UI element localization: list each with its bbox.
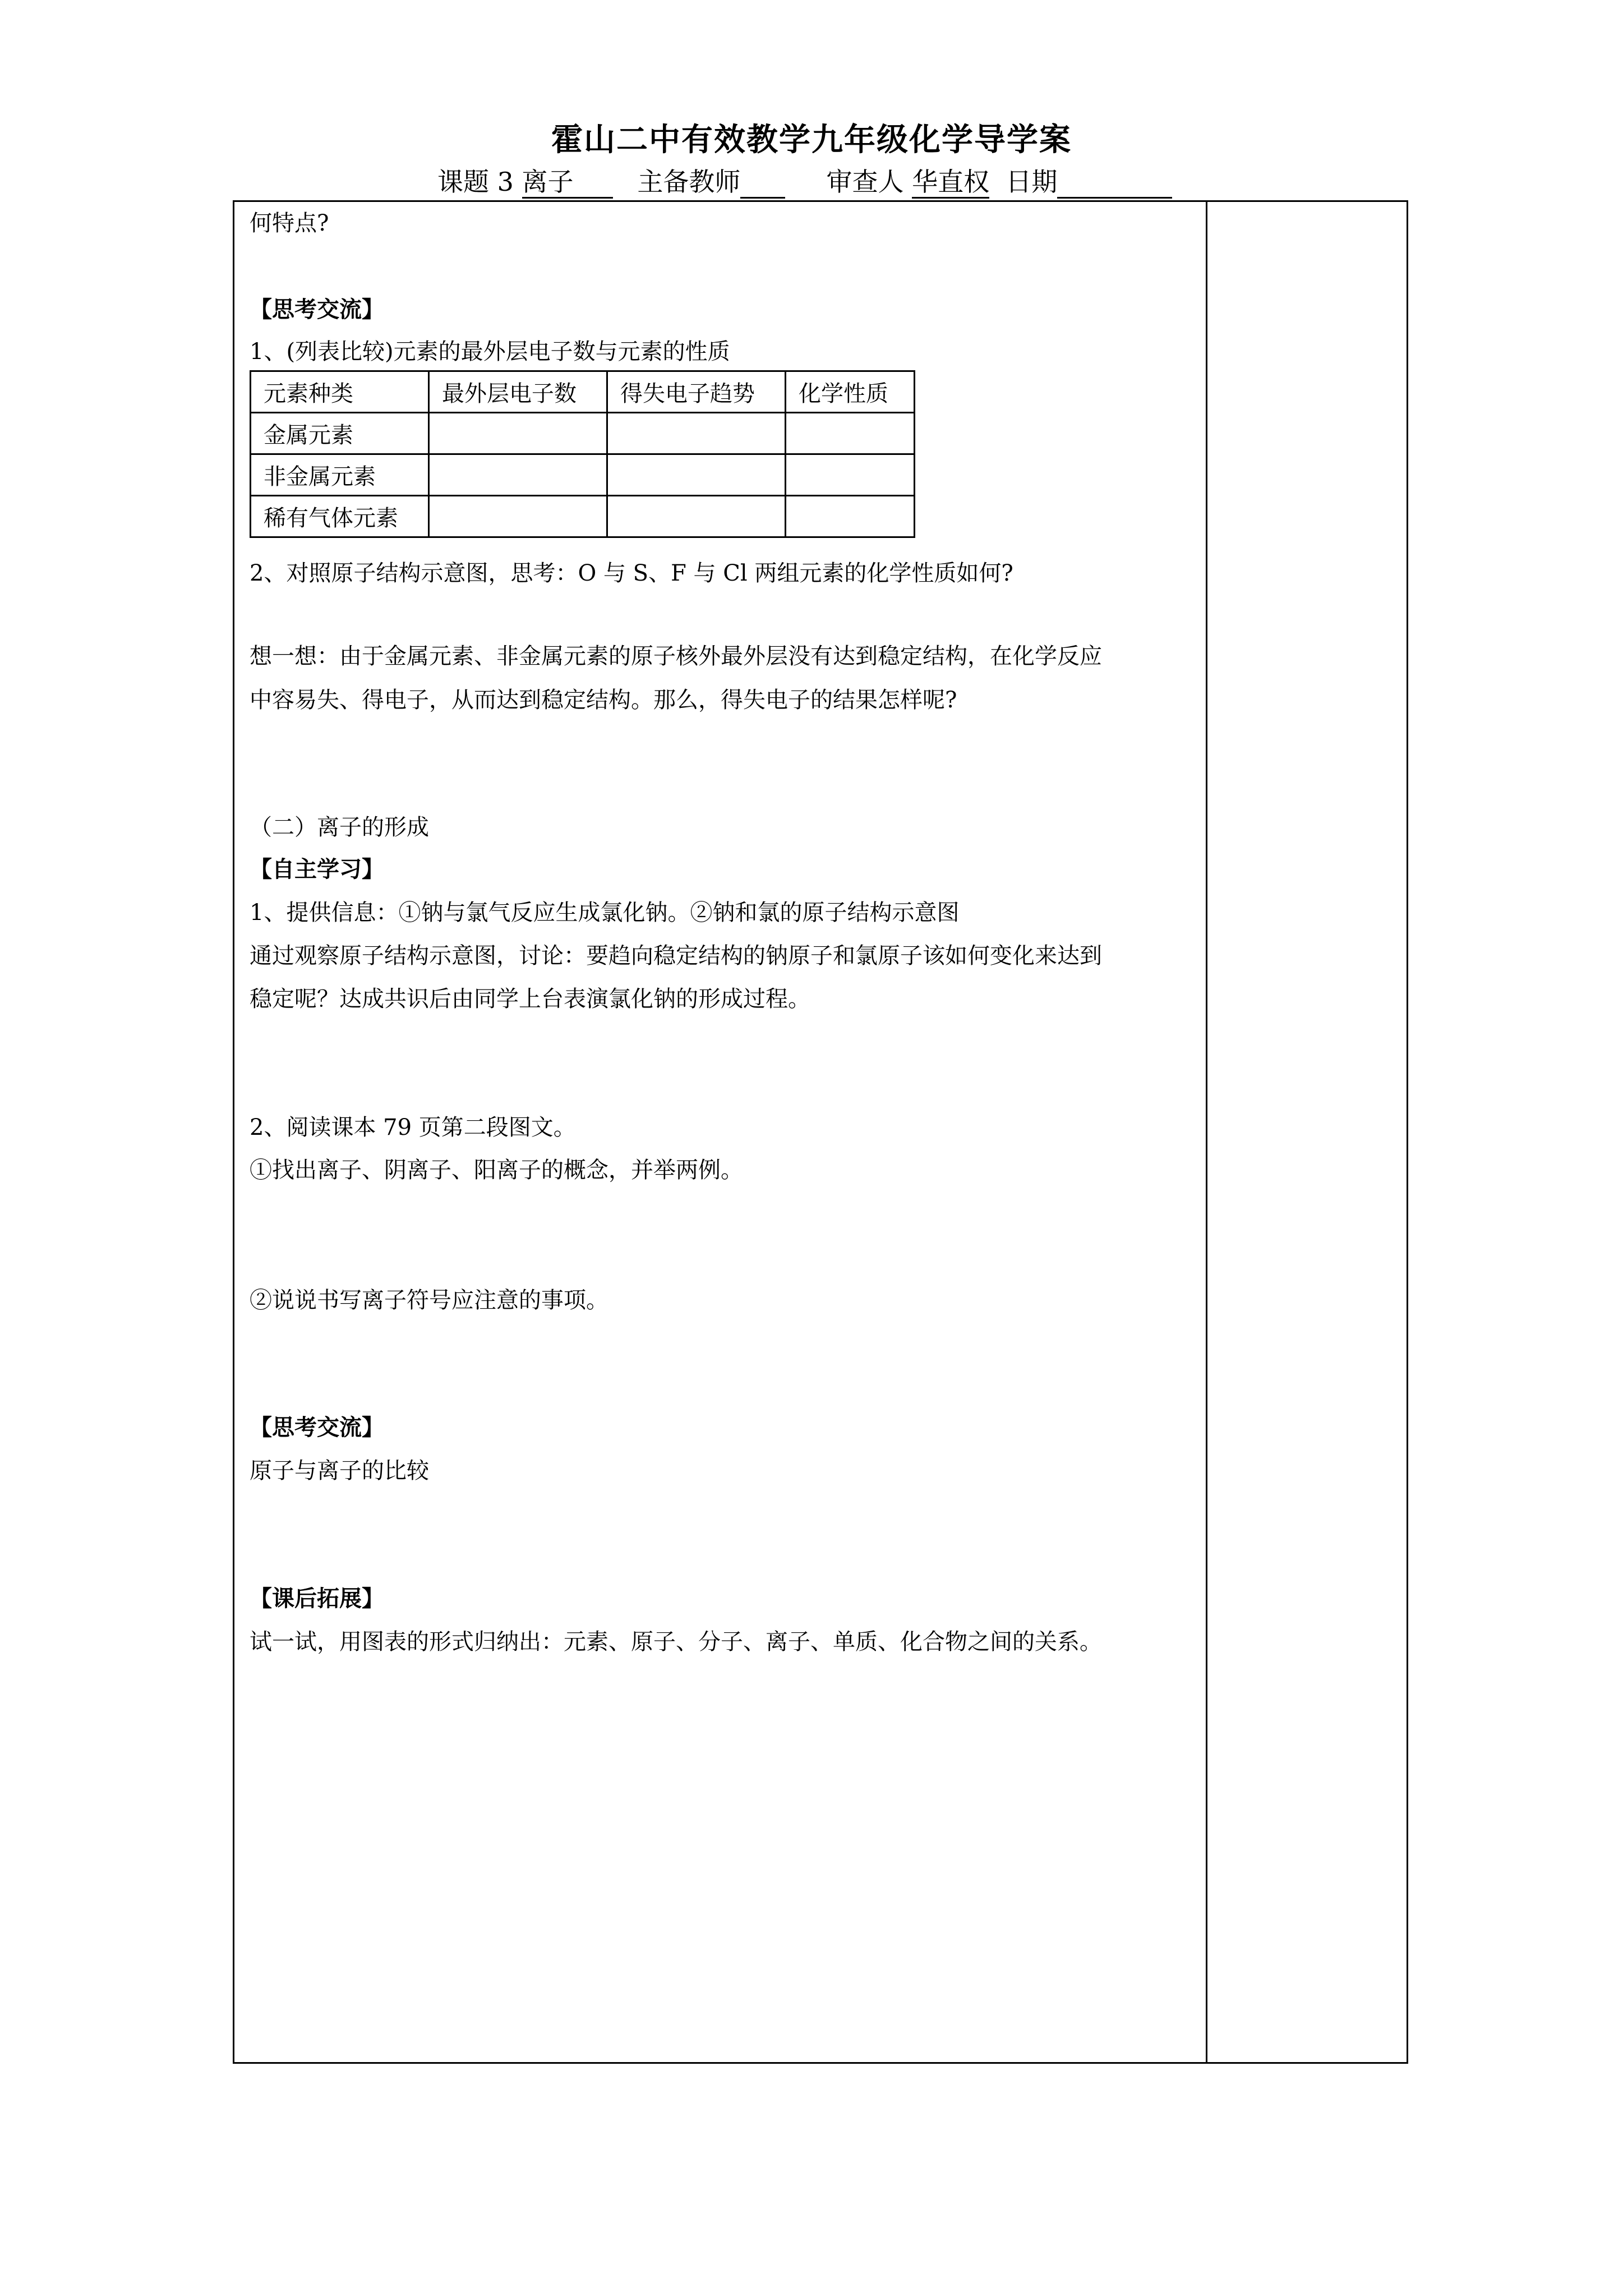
text-line: ②说说书写离子符号应注意的事项。 [250,1287,608,1313]
table-header: 元素种类 [251,371,429,413]
date-label: 日期 [1006,167,1058,197]
text-line: 1、提供信息：①钠与氯气反应生成氯化钠。②钠和氯的原子结构示意图 [250,900,960,926]
table-cell [429,454,607,496]
section-heading: 【思考交流】 [250,296,384,323]
text-line: 试一试，用图表的形式归纳出：元素、原子、分子、离子、单质、化合物之间的关系。 [250,1629,1102,1655]
text-line: 想一想：由于金属元素、非金属元素的原子核外最外层没有达到稳定结构，在化学反应 [250,643,1102,669]
table-cell [429,413,607,454]
notes-column-divider [1206,200,1207,2064]
table-header: 得失电子趋势 [607,371,786,413]
text-line: 何特点? [250,210,329,236]
lead-teacher-label: 主备教师 [637,167,741,197]
table-cell [786,496,915,537]
section-heading: 【思考交流】 [250,1414,384,1441]
date-blank [1057,171,1172,199]
lesson-name-blank [574,171,613,199]
lead-teacher-blank [740,171,785,199]
table-cell [607,413,786,454]
text-line: 原子与离子的比较 [250,1458,429,1484]
text-line: 1、(列表比较)元素的最外层电子数与元素的性质 [250,339,730,365]
page-title: 霍山二中有效教学九年级化学导学案 [551,121,1072,158]
table-row-label: 金属元素 [251,413,429,454]
section-heading: 【课后拓展】 [250,1585,384,1612]
text-line: 通过观察原子结构示意图，讨论：要趋向稳定结构的钠原子和氯原子该如何变化来达到 [250,943,1102,969]
table-cell [607,454,786,496]
element-comparison-table [250,370,915,538]
text-line: 中容易失、得电子，从而达到稳定结构。那么，得失电子的结果怎样呢? [250,687,957,713]
reviewer-name: 华直权 [912,167,989,199]
table-row [251,454,915,496]
lesson-prefix: 课题 3 [437,167,514,197]
section-title: （二）离子的形成 [250,815,429,840]
lesson-name: 离子 [522,167,574,199]
text-line: 2、对照原子结构示意图，思考：O 与 S、F 与 Cl 两组元素的化学性质如何? [250,560,1013,586]
table-row [251,496,915,537]
table-row-label: 稀有气体元素 [251,496,429,537]
table-header: 化学性质 [786,371,915,413]
lesson-info-line [437,162,1172,199]
section-heading: 【自主学习】 [250,856,384,882]
table-header-row [251,371,915,413]
table-cell [429,496,607,537]
table-cell [786,413,915,454]
table-row-label: 非金属元素 [251,454,429,496]
reviewer-label: 审查人 [826,167,904,197]
table-row [251,413,915,454]
table-cell [786,454,915,496]
text-line: ①找出离子、阴离子、阳离子的概念，并举两例。 [250,1157,743,1183]
table-cell [607,496,786,537]
text-line: 稳定呢？达成共识后由同学上台表演氯化钠的形成过程。 [250,986,810,1012]
table-header: 最外层电子数 [429,371,607,413]
text-line: 2、阅读课本 79 页第二段图文。 [250,1115,576,1140]
